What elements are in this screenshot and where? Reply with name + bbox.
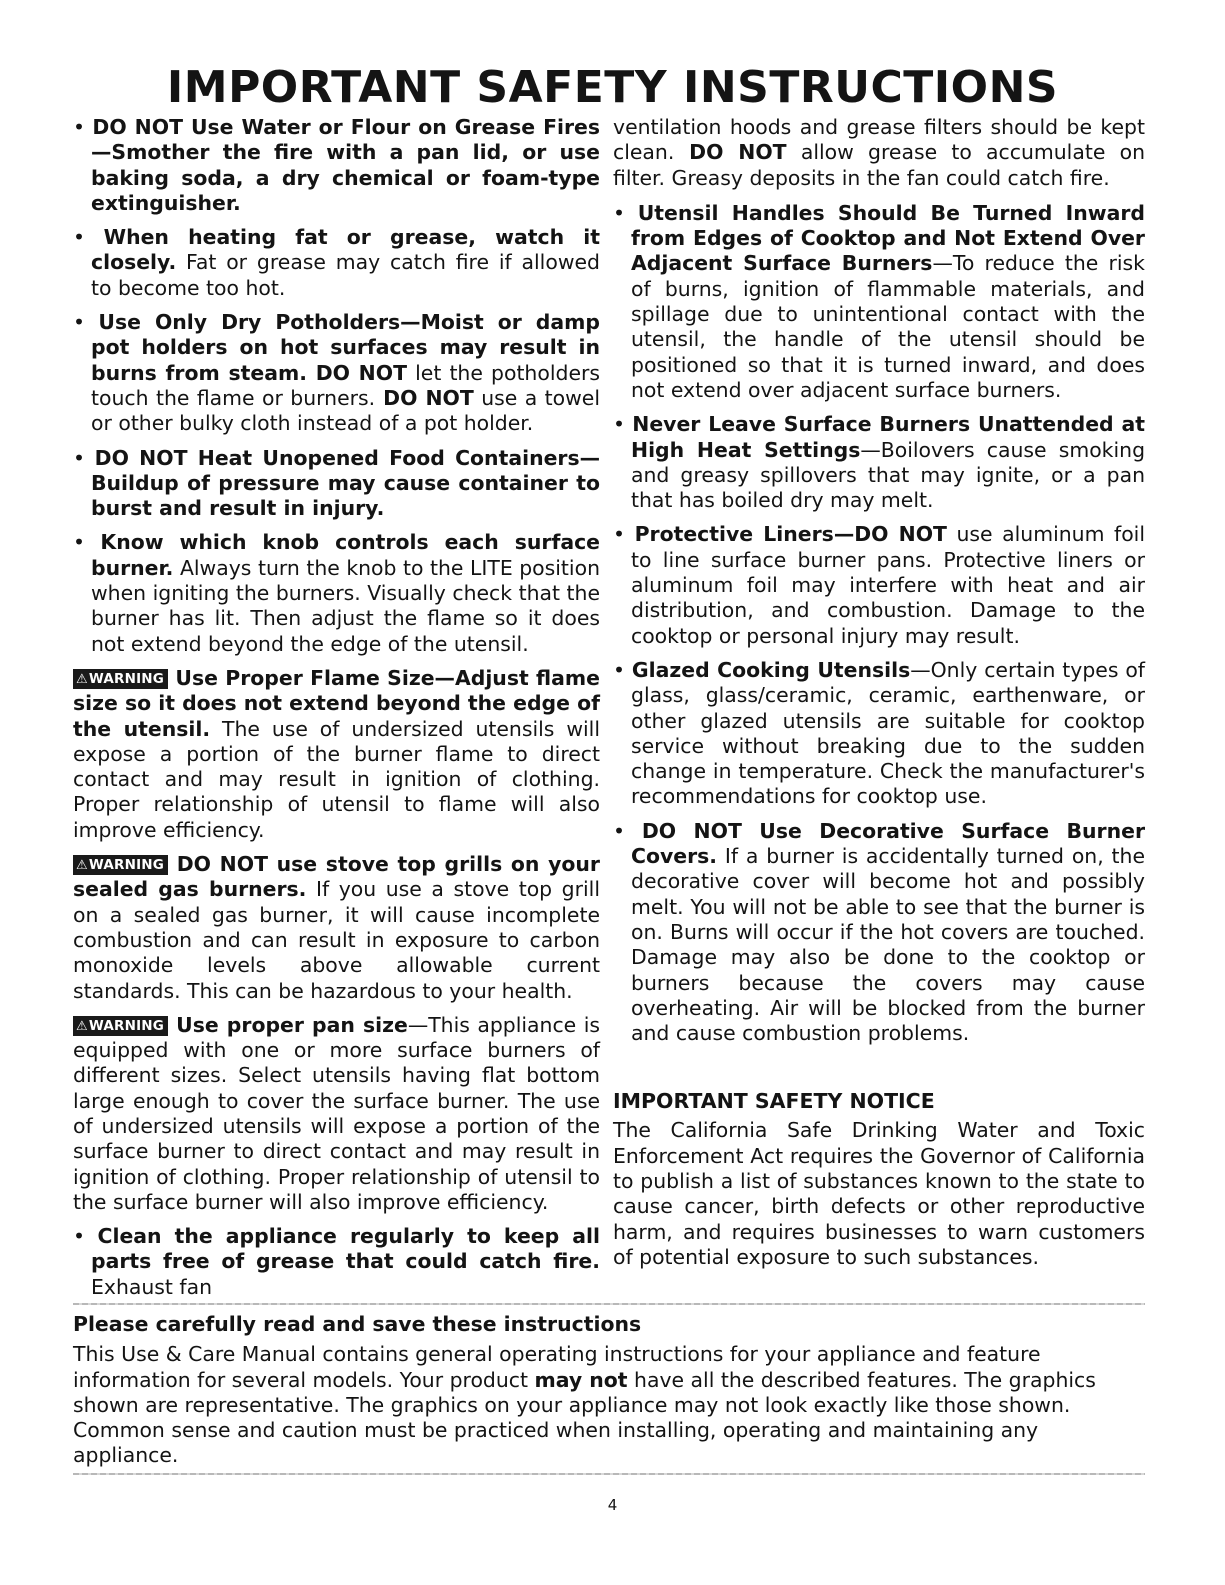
item-clean-text: Exhaust fan [91,1274,212,1299]
warning-flame-size-text: The use of undersized utensils will expose a portion of the burner flame to direct contact and may result in ignition of clothing. Proper relationship of utensil to flame will also improve efficiency. [73,716,600,842]
item-containers-bold: DO NOT Heat Unopened Food Containers—Buildup of pressure may cause container to burst and result in injury. [91,445,600,521]
bullet: • [73,1224,86,1249]
bullet: • [613,657,626,682]
item-potholders-bold-3: DO NOT [375,385,474,410]
item-covers-bold: DO NOT Use Decorative Surface Burner Covers. [631,818,1145,869]
item-covers [613,819,1145,1047]
footer-block [73,1312,1145,1469]
warning-flame-size [73,666,600,843]
divider-bottom [73,1473,1145,1475]
item-glazed-bold: Glazed Cooking Utensils [631,657,911,682]
item-clean [73,1224,600,1300]
item-fat-grease [73,225,600,301]
footer-text-1: This Use & Care Manual contains general operating instructions for your appliance and feature information for several models. Your product [73,1342,1041,1392]
warning-pan-size-text: —This appliance is equipped with one or more surface burners of different sizes. Select utensils having flat bottom large enough to cover the surface burner. The use of undersized utensils will expose a portion of the surface burner to direct contact and may result in ignition of clothing. Proper relationship of utensil to the surface burner will also improve efficiency. [73,1012,600,1214]
item-handles-text: —To reduce the risk of burns, ignition of flammable materials, and spillage due to unintentional contact with the utensil, the handle of the utensil should be positioned so that it is turned inward, and does not extend over adjacent surface burners. [631,251,1145,402]
warning-badge [73,855,168,875]
footer-body [73,1342,1145,1468]
bullet: • [613,522,626,547]
divider-top [73,1303,1145,1305]
warning-pan-size-bold: Use proper pan size [168,1012,408,1037]
item-knob-bold: Know which knob controls each surface burner. [91,530,600,580]
warning-badge-label: WARNING [88,670,165,687]
item-covers-text: If a burner is accidentally turned on, the decorative cover will become hot and possibly melt. You will not be able to see that the burner is on. Burns will occur if the hot covers are touched. Damage may also be done to the cooktop or burners because the covers may cause overheating. Air will be blocked from the burner and cause combustion problems. [631,844,1145,1046]
item-clean-bold: Clean the appliance regularly to keep all parts free of grease that could catch fire. [91,1224,600,1274]
item-unattended [613,412,1145,513]
warning-badge-label: WARNING [88,1017,165,1034]
bullet: • [73,310,86,335]
warning-badge-label: WARNING [88,857,165,874]
item-knob-text: Always turn the knob to the LITE position when igniting the burners. Visually check that the burner has lit. Then adjust the flame so it does not extend beyond the edge of the utensil. [91,555,600,656]
right-column [613,115,1145,1279]
notice-text: The California Safe Drinking Water and Toxic Enforcement Act requires the Governor of California to publish a list of substances known to the state to cause cancer, birth defects or other reproductive harm, and requires businesses to warn customers of potential exposure to such substances. [613,1118,1145,1269]
item-water-flour [73,115,600,216]
bullet: • [73,225,86,250]
warning-grills-text: If you use a stove top grill on a sealed gas burner, it will cause incomplete combustion and can result in exposure to carbon monoxide levels above allowable current standards. This can be hazardous to your health. [73,877,600,1003]
item-liners-bold: Protective Liners—DO NOT [634,522,947,547]
item-fat-grease-bold: When heating fat or grease, watch it closely. [91,225,601,275]
bullet: • [73,530,86,555]
item-liners [613,522,1145,648]
warning-triangle-icon: ⚠ [76,671,88,687]
item-knob [73,530,600,656]
item-potholders-bold-2: DO NOT [306,360,407,385]
bullet: • [613,200,626,225]
item-clean-continued-text-2: allow grease to accumulate on filter. Greasy deposits in the fan could catch fire. [613,140,1145,190]
page-number: 4 [607,1496,618,1514]
left-column [73,115,600,1309]
page-title: IMPORTANT SAFETY INSTRUCTIONS [166,62,1059,113]
item-unattended-text: —Boilovers cause smoking and greasy spillovers that may ignite, or a pan that has boiled dry may melt. [631,437,1146,513]
item-unattended-bold: Never Leave Surface Burners Unattended at High Heat Settings [631,412,1145,462]
item-containers [73,446,600,522]
bullet: • [613,818,626,843]
item-potholders-text-2: let the potholders touch the flame or burners. [91,360,600,410]
item-potholders-text-3: use a towel or other bulky cloth instead of a pot holder. [91,385,601,436]
notice-heading: IMPORTANT SAFETY NOTICE [613,1089,935,1114]
item-glazed-text: —Only certain types of glass, glass/ceramic, ceramic, earthenware, or other glazed utensils are suitable for cooktop service without breaking due to the sudden change in temperature. Check the manufacturer's recommendations for cooktop use. [631,657,1145,809]
item-handles [613,201,1145,403]
item-potholders-bold-1: Use Only Dry Potholders—Moist or damp pot holders on hot surfaces may result in burns from steam. [91,310,600,385]
bullet: • [613,412,626,437]
warning-triangle-icon: ⚠ [76,858,88,874]
footer-heading: Please carefully read and save these instructions [73,1312,642,1336]
warning-pan-size [73,1013,600,1215]
footer-bold: may not [534,1367,628,1392]
bullet: • [73,115,86,139]
warning-triangle-icon: ⚠ [76,1018,88,1034]
item-clean-continued [613,115,1145,191]
item-water-flour-bold: DO NOT Use Water or Flour on Grease Fires—Smother the fire with a pan lid, or use baking soda, a dry chemical or foam-type extinguisher. [91,115,601,215]
item-liners-text: use aluminum foil to line surface burner pans. Protective liners or aluminum foil may interfere with heat and air distribution, and combustion. Damage to the cooktop or personal injury may result. [631,522,1146,648]
item-glazed [613,658,1145,810]
footer-text-2: have all the described features. The graphics shown are representative. The graphics on your appliance may not look exactly like those shown. Common sense and caution must be practiced when installing, operating and maintaining any appliance. [73,1367,1096,1468]
warning-grills-bold: DO NOT use stove top grills on your sealed gas burners. [73,852,600,902]
item-handles-bold: Utensil Handles Should Be Turned Inward from Edges of Cooktop and Not Extend Over Adjacent Surface Burners [631,200,1145,276]
warning-grills [73,852,600,1004]
bullet: • [73,445,86,470]
warning-badge [73,669,168,689]
item-clean-continued-bold: DO NOT [674,140,787,165]
item-clean-continued-text-1: ventilation hoods and grease filters should be kept clean. [613,115,1145,165]
warning-badge [73,1016,168,1036]
warning-flame-size-bold: Use Proper Flame Size—Adjust flame size so it does not extend beyond the edge of the utensil. [73,665,600,741]
item-potholders [73,310,600,436]
item-fat-grease-text: Fat or grease may catch fire if allowed to become too hot. [91,250,600,300]
